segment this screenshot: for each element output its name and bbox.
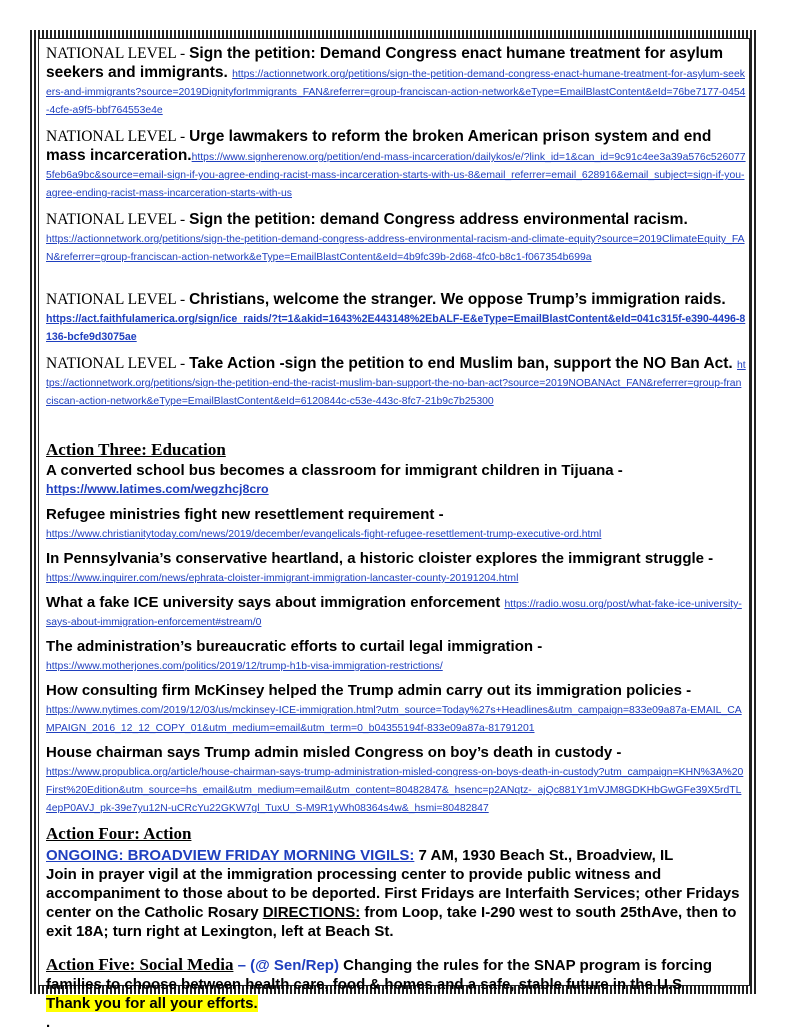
petition-link[interactable]: https://act.faithfulamerica.org/sign/ice_raids/?t=1&akid=1643%2E443148%2EbALF-E&eType=EmailBlastContent&eId=041c315f-e390-4496-8136-bcfe9d3075ae <box>46 313 746 343</box>
trailing-dot: . <box>46 1014 51 1031</box>
petition-link[interactable]: https://www.signherenow.org/petition/end-mass-incarceration/dailykos/e/?link_id=1&can_id=9c91c4ee3a39a576c5260775feb6a9bc&source=email-sign-if-you-agree-ending-racist-mass-incarceration-starts-with-us-8&email_referrer=email_628916&email_subject=sign-if-you-agree-ending-racist-mass-incarceration-starts-with-us <box>46 152 746 199</box>
page-content <box>46 44 746 1032</box>
social-header: Action Five: Social Media <box>46 955 234 974</box>
national-item-3 <box>46 210 746 265</box>
petition-link[interactable]: https://actionnetwork.org/petitions/sign-the-petition-demand-congress-address-environmental-racism-and-climate-equity?source=2019ClimateEquity_FAN&referrer=group-franciscan-action-network&eType=EmailBlastContent&eId=4b9fc39b-2d68-4fc0-b8c1-f067354b699a <box>46 234 745 263</box>
petition-link[interactable]: https://actionnetwork.org/petitions/sign-the-petition-demand-congress-enact-humane-treatment-for-asylum-seekers-and-immigrants?source=2019DignityforImmigrants_FAN&referrer=group-franciscan-action-network&eType=EmailBlastContent&eId=76be7177-0454-4cfe-a9f5-bbf764553e4e <box>46 69 746 116</box>
national-level-label: NATIONAL LEVEL - <box>46 211 190 228</box>
education-item <box>46 638 746 674</box>
vigil-block <box>46 846 746 941</box>
directions-text: from Loop, take I-290 west to south 25thAve, then to exit 18A; turn right at Lexington, left at Beach St. <box>46 904 737 940</box>
ongoing-link[interactable]: ONGOING: BROADVIEW FRIDAY MORNING VIGILS: <box>46 847 415 864</box>
spacer <box>46 418 746 434</box>
thanks-highlight: Thank you for all your efforts. <box>46 995 258 1012</box>
national-level-label: NATIONAL LEVEL - <box>46 45 190 62</box>
national-item-2 <box>46 127 746 201</box>
education-item <box>46 506 746 542</box>
education-title: A converted school bus becomes a classroom for immigrant children in Tijuana - <box>46 462 623 479</box>
national-title: Take Action -sign the petition to end Muslim ban, support the NO Ban Act. <box>189 355 738 372</box>
national-item-5 <box>46 354 746 409</box>
national-item-4 <box>46 290 746 345</box>
social-block <box>46 955 746 1032</box>
directions-label: DIRECTIONS: <box>262 904 361 921</box>
social-dash: – <box>233 957 251 974</box>
national-item-1 <box>46 44 746 118</box>
education-item <box>46 462 746 498</box>
national-level-label: NATIONAL LEVEL - <box>46 355 190 372</box>
article-link[interactable]: https://www.propublica.org/article/house-chairman-says-trump-administration-misled-congress-on-boys-death-in-custody?utm_campaign=KHN%3A%20First%20Edition&utm_source=hs_email&utm_medium=email&utm_content=80482847&_hsenc=p2ANqtz-_ajQc881Y1mVJM8GDKHbGwGFe39X5rdTL4epP0AVJ_pk-39e7yu12N-uCRcYu22GKW7gl_TuxU_S-M9R1yWh08364s4w&_hsmi=80482847 <box>46 767 744 814</box>
national-title: Urge lawmakers to reform the broken American prison system and end mass incarceration. <box>46 128 712 164</box>
article-link[interactable]: https://www.motherjones.com/politics/2019/12/trump-h1b-visa-immigration-restrictions/ <box>46 661 443 672</box>
national-title: Christians, welcome the stranger. We oppose Trump’s immigration raids. <box>189 291 726 308</box>
social-text: Changing the rules for the SNAP program is forcing families to choose between health care, food & homes and a safe, stable future in the U.S <box>46 957 713 993</box>
education-item <box>46 744 746 816</box>
action-header: Action Four: Action <box>46 824 192 843</box>
article-link[interactable]: https://www.nytimes.com/2019/12/03/us/mckinsey-ICE-immigration.html?utm_source=Today%27s+Headlines&utm_campaign=833e09a87a-EMAIL_CAMPAIGN_2016_12_12_COPY_01&utm_medium=email&utm_term=0_b04355194f-833e09a87a-81791201 <box>46 705 742 734</box>
education-title: How consulting firm McKinsey helped the Trump admin carry out its immigration policies - <box>46 682 692 699</box>
petition-link[interactable]: https://actionnetwork.org/petitions/sign-the-petition-end-the-racist-muslim-ban-support-the-no-ban-act?source=2019NOBANAct_FAN&referrer=group-franciscan-action-network&eType=EmailBlastContent&eId=6120844c-c53e-443c-8fc7-21b9c7b25300 <box>46 360 746 407</box>
vigil-body: Join in prayer vigil at the immigration processing center to provide public witness and accompaniment to those about to be deported. First Fridays are Interfaith Services; other Fridays center on the Catholic Rosary <box>46 866 740 921</box>
education-title: The administration’s bureaucratic efforts to curtail legal immigration - <box>46 638 543 655</box>
education-header: Action Three: Education <box>46 440 226 459</box>
education-item <box>46 682 746 736</box>
education-item <box>46 550 746 586</box>
spacer <box>46 274 746 290</box>
article-link[interactable]: https://www.latimes.com/wegzhcj8cro <box>46 482 269 496</box>
national-level-label: NATIONAL LEVEL - <box>46 128 190 145</box>
education-title: In Pennsylvania’s conservative heartland, a historic cloister explores the immigrant struggle - <box>46 550 714 567</box>
education-title: House chairman says Trump admin misled Congress on boy’s death in custody - <box>46 744 622 761</box>
national-level-label: NATIONAL LEVEL - <box>46 291 190 308</box>
article-link[interactable]: https://www.inquirer.com/news/ephrata-cloister-immigrant-immigration-lancaster-county-20191204.html <box>46 573 519 584</box>
article-link[interactable]: https://radio.wosu.org/post/what-fake-ice-university-says-about-immigration-enforcement#stream/0 <box>46 599 742 628</box>
education-title: What a fake ICE university says about immigration enforcement <box>46 594 505 611</box>
vigil-time: 7 AM, 1930 Beach St., Broadview, IL <box>414 847 674 864</box>
education-item <box>46 594 746 630</box>
social-handle: (@ Sen/Rep) <box>250 957 339 974</box>
education-title: Refugee ministries fight new resettlement requirement - <box>46 506 444 523</box>
national-title: Sign the petition: demand Congress address environmental racism. <box>189 211 688 228</box>
article-link[interactable]: https://www.christianitytoday.com/news/2019/december/evangelicals-fight-refugee-resettlement-trump-executive-ord.html <box>46 529 602 540</box>
national-title: Sign the petition: Demand Congress enact humane treatment for asylum seekers and immigrants. <box>46 45 724 81</box>
